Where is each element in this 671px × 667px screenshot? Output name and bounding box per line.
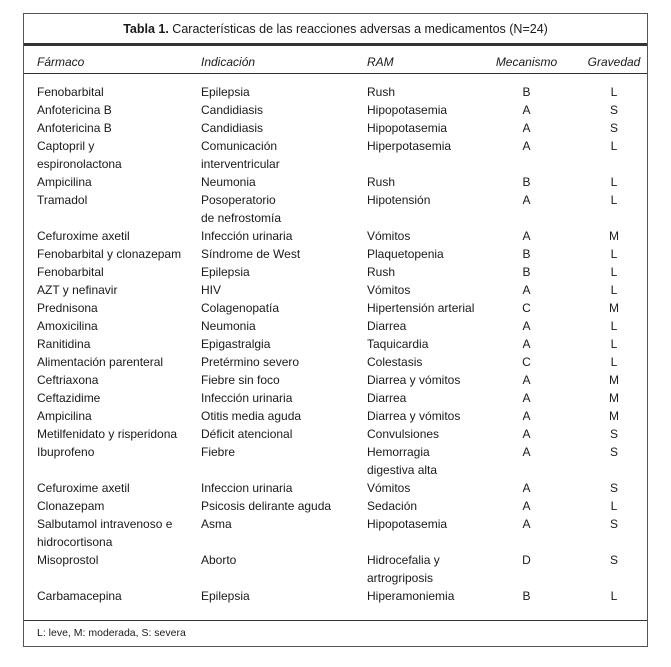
cell-ram-line: Diarrea y vómitos	[367, 409, 461, 423]
cell-mecanismo: A	[522, 229, 531, 243]
cell-indicacion	[201, 173, 366, 191]
table-header	[24, 55, 647, 71]
table-row	[24, 497, 647, 515]
cell-indicacion-line: Pretérmino severo	[201, 355, 300, 369]
cell-indicacion	[201, 443, 366, 461]
cell-ram	[367, 299, 489, 317]
cell-indicacion	[201, 281, 366, 299]
cell-farmaco	[37, 335, 207, 353]
cell-indicacion-line: Infección urinaria	[201, 229, 293, 243]
cell-farmaco	[37, 479, 207, 497]
cell-mecanismo: A	[522, 103, 531, 117]
cell-mecanismo: A	[522, 337, 531, 351]
cell-indicacion-line: Epilepsia	[201, 265, 250, 279]
cell-indicacion-line: Colagenopatía	[201, 301, 280, 315]
cell-indicacion	[201, 587, 366, 605]
cell-indicacion-line: Candidiasis	[201, 121, 264, 135]
cell-ram-line: Hipertensión arterial	[367, 301, 475, 315]
cell-farmaco	[37, 443, 207, 461]
cell-farmaco	[37, 299, 207, 317]
cell-mecanismo: B	[522, 589, 531, 603]
cell-mecanismo: C	[522, 355, 531, 369]
header-farmaco: Fármaco	[37, 55, 85, 69]
table-title-text: Características de las reacciones adversas a medicamentos (N=24)	[172, 22, 548, 36]
table-row	[24, 371, 647, 389]
cell-ram-line: Hemorragia	[367, 445, 430, 459]
cell-farmaco-line: Ceftazidime	[37, 391, 101, 405]
table-row	[24, 317, 647, 335]
table-row	[24, 137, 647, 173]
cell-ram-line: Diarrea	[367, 391, 407, 405]
table-row	[24, 353, 647, 371]
cell-farmaco-line: Clonazepam	[37, 499, 105, 513]
cell-indicacion-line: Comunicación	[201, 139, 278, 153]
footer-rule	[24, 620, 647, 621]
cell-farmaco-line: Ceftriaxona	[37, 373, 99, 387]
cell-farmaco	[37, 119, 207, 137]
cell-farmaco	[37, 353, 207, 371]
cell-farmaco	[37, 425, 207, 443]
cell-indicacion-line: Epigastralgia	[201, 337, 271, 351]
cell-farmaco	[37, 587, 207, 605]
cell-indicacion	[201, 479, 366, 497]
cell-farmaco-line: Ibuprofeno	[37, 445, 95, 459]
cell-farmaco	[37, 515, 207, 551]
cell-ram-line: Hipotensión	[367, 193, 431, 207]
cell-farmaco-line: Ranitidina	[37, 337, 91, 351]
table-frame	[23, 13, 648, 647]
cell-ram-line: Rush	[367, 85, 396, 99]
table-row	[24, 425, 647, 443]
cell-ram-line: Taquicardia	[367, 337, 429, 351]
cell-farmaco	[37, 83, 207, 101]
cell-ram	[367, 587, 489, 605]
cell-farmaco	[37, 101, 207, 119]
cell-farmaco-line: Cefuroxime axetil	[37, 229, 130, 243]
cell-farmaco-line: Fenobarbital	[37, 85, 104, 99]
cell-mecanismo: A	[522, 139, 531, 153]
table-row	[24, 587, 647, 605]
cell-ram-line: Hidrocefalia y	[367, 553, 440, 567]
cell-indicacion-line: Psicosis delirante aguda	[201, 499, 332, 513]
cell-farmaco	[37, 497, 207, 515]
cell-farmaco	[37, 281, 207, 299]
table-title-label: Tabla 1.	[123, 22, 169, 36]
cell-gravedad: L	[610, 175, 618, 189]
cell-gravedad: L	[610, 247, 618, 261]
cell-indicacion	[201, 83, 366, 101]
cell-indicacion	[201, 227, 366, 245]
table-row	[24, 515, 647, 551]
header-mecanismo: Mecanismo	[495, 55, 558, 69]
cell-gravedad: S	[609, 553, 618, 567]
title-rule	[24, 43, 647, 46]
cell-mecanismo: B	[522, 265, 531, 279]
table-row	[24, 119, 647, 137]
cell-indicacion-line: Fiebre	[201, 445, 236, 459]
cell-gravedad: M	[609, 373, 619, 387]
cell-farmaco	[37, 371, 207, 389]
cell-farmaco-line: Carbamacepina	[37, 589, 122, 603]
cell-farmaco-line: Anfotericina B	[37, 121, 112, 135]
table-row	[24, 173, 647, 191]
cell-mecanismo: A	[522, 499, 531, 513]
cell-ram-line: artrogriposis	[367, 571, 434, 585]
cell-ram	[367, 353, 489, 371]
table-body	[24, 83, 647, 605]
cell-ram	[367, 173, 489, 191]
cell-indicacion-line: interventricular	[201, 157, 280, 171]
table-row	[24, 83, 647, 101]
cell-farmaco-line: AZT y nefinavir	[37, 283, 118, 297]
cell-mecanismo: B	[522, 85, 531, 99]
cell-indicacion-line: Infección urinaria	[201, 391, 293, 405]
cell-gravedad: S	[609, 427, 618, 441]
cell-ram-line: Vómitos	[367, 283, 411, 297]
cell-indicacion	[201, 353, 366, 371]
cell-farmaco	[37, 407, 207, 425]
cell-farmaco	[37, 263, 207, 281]
cell-gravedad: L	[610, 265, 618, 279]
cell-ram-line: Rush	[367, 175, 396, 189]
table-row	[24, 551, 647, 587]
cell-ram-line: Vómitos	[367, 481, 411, 495]
cell-mecanismo: A	[522, 121, 531, 135]
cell-ram	[367, 497, 489, 515]
cell-indicacion-line: HIV	[201, 283, 222, 297]
cell-ram-line: Rush	[367, 265, 396, 279]
cell-gravedad: L	[610, 337, 618, 351]
cell-gravedad: S	[609, 121, 618, 135]
cell-ram-line: digestiva alta	[367, 463, 438, 477]
cell-indicacion-line: Otitis media aguda	[201, 409, 302, 423]
cell-mecanismo: B	[522, 175, 531, 189]
cell-gravedad: M	[609, 301, 619, 315]
cell-farmaco-line: Misoprostol	[37, 553, 99, 567]
cell-indicacion	[201, 425, 366, 443]
cell-indicacion-line: Fiebre sin foco	[201, 373, 280, 387]
table-row	[24, 101, 647, 119]
cell-indicacion-line: Asma	[201, 517, 232, 531]
cell-gravedad: L	[610, 589, 618, 603]
cell-ram	[367, 137, 489, 155]
cell-indicacion	[201, 137, 366, 173]
cell-farmaco	[37, 137, 207, 173]
cell-ram	[367, 119, 489, 137]
cell-indicacion	[201, 335, 366, 353]
cell-farmaco-line: hidrocortisona	[37, 535, 113, 549]
cell-gravedad: L	[610, 283, 618, 297]
cell-indicacion	[201, 119, 366, 137]
cell-farmaco	[37, 551, 207, 569]
cell-mecanismo: B	[522, 247, 531, 261]
table-row	[24, 299, 647, 317]
cell-ram-line: Vómitos	[367, 229, 411, 243]
cell-farmaco	[37, 227, 207, 245]
table-row	[24, 389, 647, 407]
table-row	[24, 245, 647, 263]
cell-farmaco-line: Tramadol	[37, 193, 88, 207]
cell-mecanismo: A	[522, 283, 531, 297]
cell-farmaco-line: espironolactona	[37, 157, 122, 171]
cell-indicacion	[201, 551, 366, 569]
cell-gravedad: M	[609, 409, 619, 423]
cell-indicacion	[201, 497, 366, 515]
cell-mecanismo: A	[522, 517, 531, 531]
cell-ram-line: Diarrea	[367, 319, 407, 333]
cell-gravedad: L	[610, 139, 618, 153]
cell-ram	[367, 101, 489, 119]
cell-mecanismo: A	[522, 373, 531, 387]
cell-farmaco-line: Cefuroxime axetil	[37, 481, 130, 495]
cell-gravedad: S	[609, 481, 618, 495]
table-row	[24, 281, 647, 299]
cell-farmaco-line: Ampicilina	[37, 409, 92, 423]
table-row	[24, 263, 647, 281]
cell-indicacion	[201, 515, 366, 533]
cell-ram-line: Diarrea y vómitos	[367, 373, 461, 387]
cell-farmaco	[37, 245, 207, 263]
cell-indicacion	[201, 191, 366, 227]
table-row	[24, 443, 647, 479]
cell-indicacion	[201, 407, 366, 425]
table-row	[24, 191, 647, 227]
cell-indicacion-line: Déficit atencional	[201, 427, 293, 441]
cell-mecanismo: A	[522, 193, 531, 207]
cell-gravedad: L	[610, 85, 618, 99]
cell-mecanismo: D	[522, 553, 531, 567]
cell-farmaco	[37, 191, 207, 209]
cell-indicacion-line: Candidiasis	[201, 103, 264, 117]
cell-ram	[367, 263, 489, 281]
table-row	[24, 335, 647, 353]
header-indicacion: Indicación	[201, 55, 256, 69]
cell-farmaco-line: Salbutamol intravenoso e	[37, 517, 173, 531]
cell-farmaco-line: Amoxicilina	[37, 319, 98, 333]
cell-farmaco-line: Captopril y	[37, 139, 95, 153]
cell-ram-line: Sedación	[367, 499, 418, 513]
cell-indicacion	[201, 299, 366, 317]
cell-mecanismo: A	[522, 409, 531, 423]
cell-gravedad: L	[610, 193, 618, 207]
cell-indicacion-line: Síndrome de West	[201, 247, 301, 261]
cell-ram	[367, 479, 489, 497]
cell-ram	[367, 425, 489, 443]
cell-mecanismo: A	[522, 445, 531, 459]
table-row	[24, 227, 647, 245]
cell-ram-line: Convulsiones	[367, 427, 440, 441]
cell-ram	[367, 191, 489, 209]
cell-ram	[367, 245, 489, 263]
cell-ram-line: Hipopotasemia	[367, 103, 448, 117]
cell-ram	[367, 83, 489, 101]
cell-farmaco-line: Prednisona	[37, 301, 98, 315]
cell-ram-line: Plaquetopenia	[367, 247, 444, 261]
table-footnote: L: leve, M: moderada, S: severa	[37, 627, 186, 639]
cell-mecanismo: A	[522, 481, 531, 495]
cell-ram	[367, 317, 489, 335]
cell-farmaco-line: Fenobarbital y clonazepam	[37, 247, 182, 261]
cell-ram	[367, 443, 489, 479]
cell-farmaco-line: Metilfenidato y risperidona	[37, 427, 178, 441]
cell-gravedad: M	[609, 391, 619, 405]
cell-ram	[367, 551, 489, 587]
cell-indicacion-line: Epilepsia	[201, 85, 250, 99]
cell-farmaco	[37, 173, 207, 191]
cell-farmaco	[37, 389, 207, 407]
table-row	[24, 479, 647, 497]
cell-farmaco-line: Alimentación parenteral	[37, 355, 164, 369]
table-row	[24, 407, 647, 425]
cell-ram	[367, 281, 489, 299]
cell-ram-line: Hipopotasemia	[367, 121, 448, 135]
cell-indicacion-line: Neumonia	[201, 175, 256, 189]
cell-farmaco-line: Anfotericina B	[37, 103, 112, 117]
cell-mecanismo: A	[522, 391, 531, 405]
cell-indicacion	[201, 371, 366, 389]
cell-indicacion	[201, 101, 366, 119]
cell-gravedad: S	[609, 103, 618, 117]
header-rule	[24, 73, 647, 74]
cell-mecanismo: C	[522, 301, 531, 315]
cell-gravedad: S	[609, 517, 618, 531]
cell-indicacion-line: Posoperatorio	[201, 193, 276, 207]
cell-ram-line: Colestasis	[367, 355, 423, 369]
cell-mecanismo: A	[522, 319, 531, 333]
cell-indicacion-line: Neumonia	[201, 319, 256, 333]
cell-ram-line: Hipopotasemia	[367, 517, 448, 531]
cell-farmaco	[37, 317, 207, 335]
cell-ram-line: Hiperpotasemia	[367, 139, 452, 153]
cell-ram	[367, 407, 489, 425]
cell-ram	[367, 515, 489, 533]
cell-gravedad: M	[609, 229, 619, 243]
cell-indicacion-line: Aborto	[201, 553, 237, 567]
header-gravedad: Gravedad	[587, 55, 641, 69]
cell-indicacion-line: Epilepsia	[201, 589, 250, 603]
cell-indicacion	[201, 245, 366, 263]
cell-gravedad: S	[609, 445, 618, 459]
cell-ram	[367, 335, 489, 353]
cell-farmaco-line: Fenobarbital	[37, 265, 104, 279]
cell-gravedad: L	[610, 319, 618, 333]
table-title	[24, 22, 647, 36]
cell-indicacion	[201, 263, 366, 281]
cell-indicacion-line: Infeccion urinaria	[201, 481, 293, 495]
cell-indicacion	[201, 317, 366, 335]
cell-ram-line: Hiperamoniemia	[367, 589, 455, 603]
cell-ram	[367, 389, 489, 407]
cell-gravedad: L	[610, 499, 618, 513]
cell-indicacion	[201, 389, 366, 407]
cell-ram	[367, 227, 489, 245]
cell-gravedad: L	[610, 355, 618, 369]
cell-ram	[367, 371, 489, 389]
header-ram: RAM	[367, 55, 394, 69]
cell-farmaco-line: Ampicilina	[37, 175, 92, 189]
cell-mecanismo: A	[522, 427, 531, 441]
cell-indicacion-line: de nefrostomía	[201, 211, 282, 225]
